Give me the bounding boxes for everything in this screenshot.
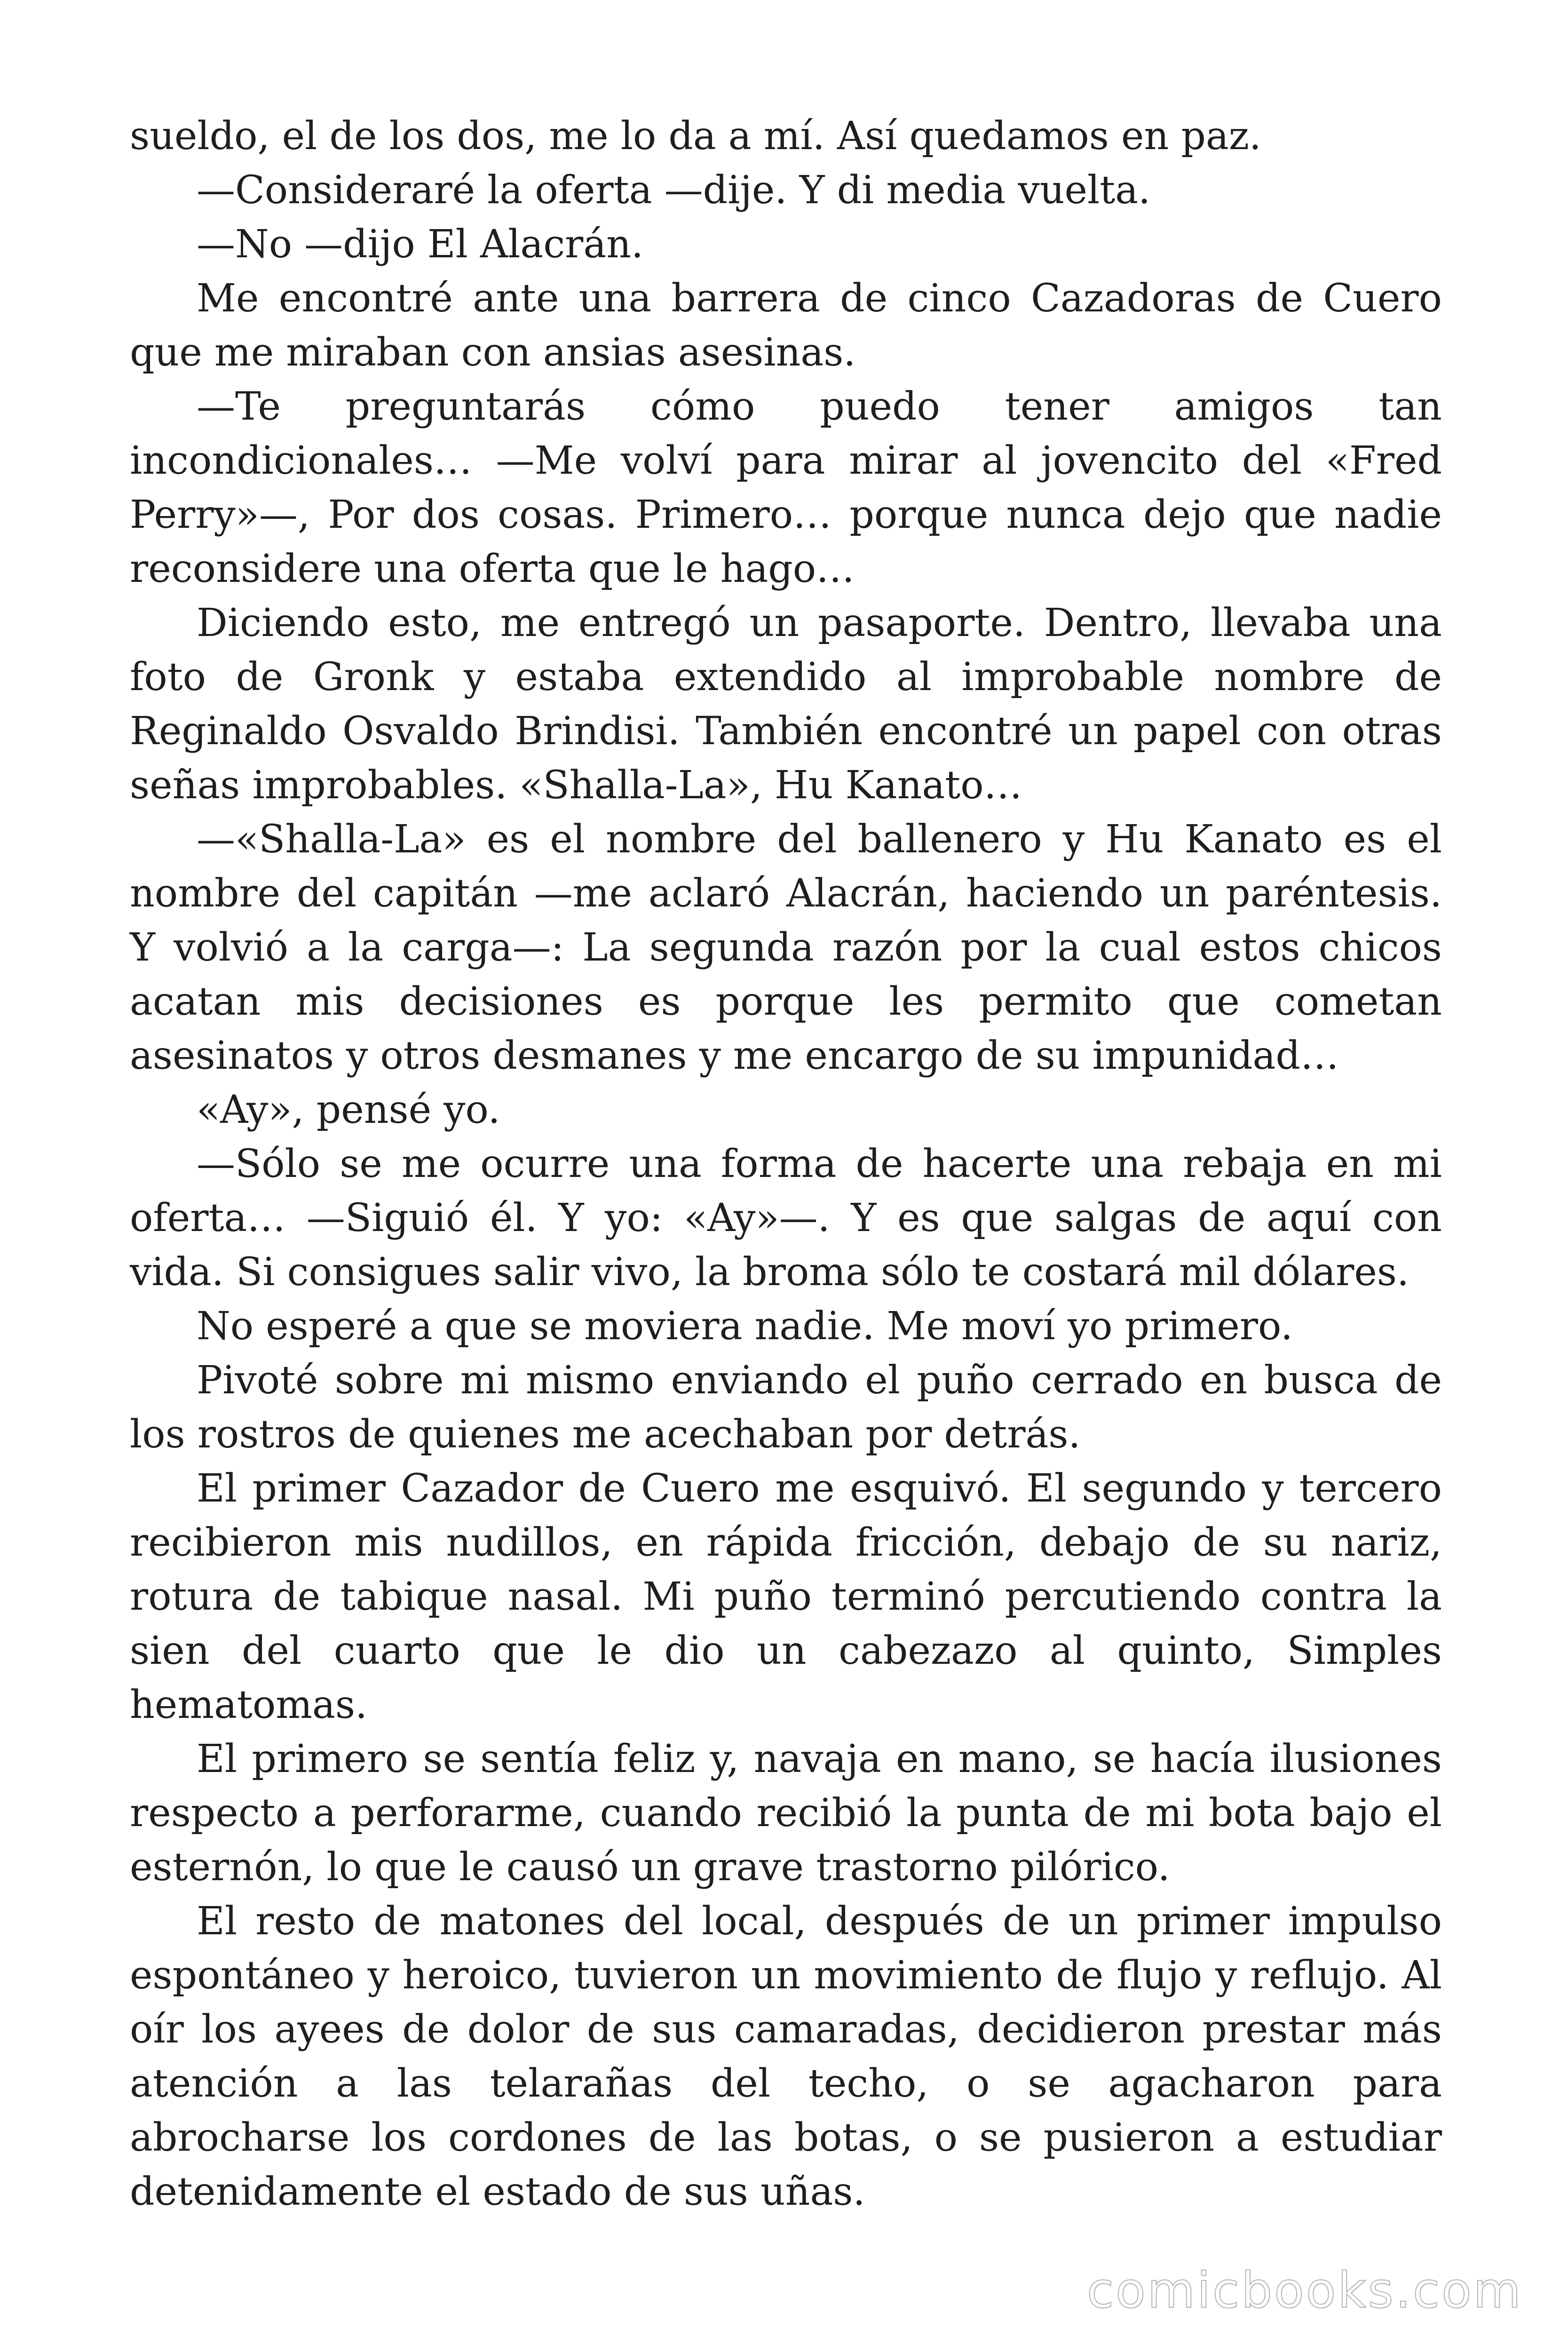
paragraph: Pivoté sobre mi mismo enviando el puño cerrado en busca de los rostros de quienes me acechaban por detrás. — [130, 1358, 1442, 1457]
paragraph: El primero se sentía feliz y, navaja en mano, se hacía ilusiones respecto a perforarme, cuando recibió la punta de mi bota bajo el esternón, lo que le causó un grave trastorno pilórico. — [130, 1737, 1442, 1890]
paragraph: Diciendo esto, me entregó un pasaporte. Dentro, llevaba una foto de Gronk y estaba extendido al improbable nombre de Reginaldo Osvaldo Brindisi. También encontré un papel con otras señas improbables. «Shalla-La», Hu Kanato… — [130, 601, 1442, 808]
paragraph: —No —dijo El Alacrán. — [197, 222, 644, 267]
paragraph: El primer Cazador de Cuero me esquivó. El segundo y tercero recibieron mis nudillos, en rápida fricción, debajo de su nariz, rotura de tabique nasal. Mi puño terminó percutiendo contra la sien del cuarto que le dio un cabezazo al quinto, Simples hematomas. — [130, 1466, 1442, 1727]
paragraph: No esperé a que se moviera nadie. Me moví yo primero. — [197, 1304, 1293, 1349]
paragraph: El resto de matones del local, después de un primer impulso espontáneo y heroico, tuvieron un movimiento de flujo y reflujo. Al oír los ayees de dolor de sus camaradas, decidieron prestar más atención a las telarañas del techo, o se agacharon para abrocharse los cordones de las botas, o se pusieron a estudiar detenidamente el estado de sus uñas. — [130, 1899, 1442, 2214]
watermark: comicbooks.com — [1086, 2262, 1523, 2319]
paragraph: —Consideraré la oferta —dije. Y di media vuelta. — [197, 168, 1151, 213]
paragraph-continuation: sueldo, el de los dos, me lo da a mí. Así quedamos en paz. — [130, 114, 1261, 159]
paragraph: Me encontré ante una barrera de cinco Cazadoras de Cuero que me miraban con ansias asesinas. — [130, 276, 1442, 375]
paragraph: —«Shalla-La» es el nombre del ballenero y Hu Kanato es el nombre del capitán —me aclaró Alacrán, haciendo un paréntesis. Y volvió a la carga—: La segunda razón por la cual estos chicos acatan mis decisiones es porque les permito que cometan asesinatos y otros desmanes y me encargo de su impunidad… — [130, 817, 1442, 1078]
paragraph: —Te preguntarás cómo puedo tener amigos tan incondicionales… —Me volví para mirar al jovencito del «Fred Perry»—, Por dos cosas. Primero… porque nunca dejo que nadie reconsidere una oferta que le hago… — [130, 384, 1442, 591]
paragraph: —Sólo se me ocurre una forma de hacerte una rebaja en mi oferta… —Siguió él. Y yo: «Ay»—. Y es que salgas de aquí con vida. Si consigues salir vivo, la broma sólo te costará mil dólares. — [130, 1142, 1442, 1295]
paragraph: «Ay», pensé yo. — [197, 1088, 500, 1132]
body-text — [130, 109, 1442, 2219]
